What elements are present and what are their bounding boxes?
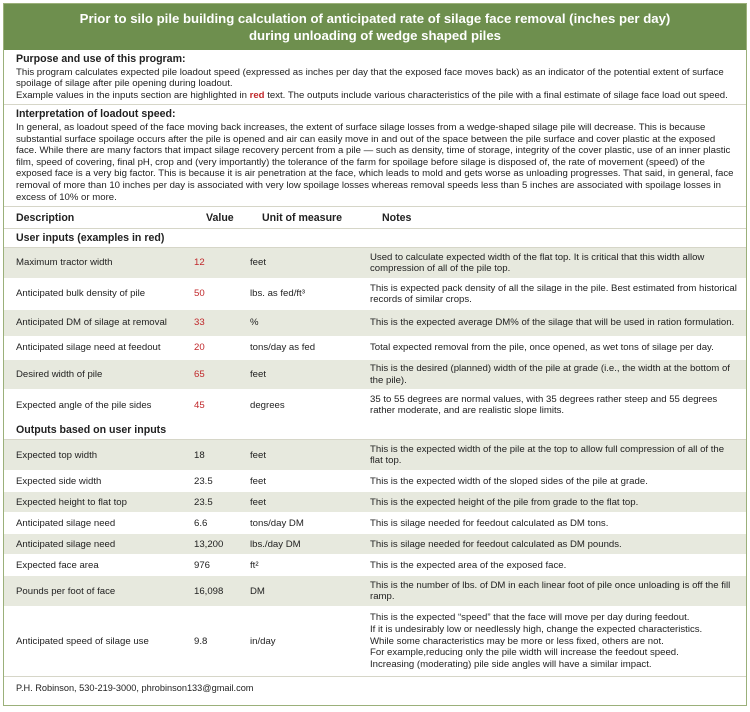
red-keyword: red: [249, 89, 265, 101]
interpretation-section: [4, 105, 746, 207]
col-notes: Notes: [382, 212, 412, 225]
row-unit: in/day: [250, 635, 276, 647]
row-description: Anticipated bulk density of pile: [16, 288, 146, 300]
col-unit: Unit of measure: [262, 212, 343, 225]
row-notes: This is the expected average DM% of the silage that will be used in ration formulation.: [370, 317, 735, 329]
row-value: 65: [194, 368, 205, 380]
row-value: 33: [194, 317, 205, 329]
row-unit: feet: [250, 449, 267, 461]
row-value: 13,200: [194, 538, 224, 550]
row-unit: feet: [250, 475, 267, 487]
row-notes: This is the expected width of the sloped sides of the pile at grade.: [370, 475, 648, 487]
row-unit: feet: [250, 257, 267, 269]
row-value: 50: [194, 288, 205, 300]
row-notes: This is the expected height of the pile from grade to the flat top.: [370, 496, 639, 508]
row-value: 976: [194, 559, 211, 571]
title-line-1: Prior to silo pile building calculation of anticipated rate of silage face removal (inches per day): [79, 11, 671, 26]
row-description: Expected face area: [16, 559, 99, 571]
row-description: Anticipated silage need: [16, 538, 116, 550]
row-unit: feet: [250, 368, 267, 380]
document-frame: [3, 3, 747, 706]
purpose-text: This program calculates expected pile loadout speed (expressed as inches per day that the exposed face moves back) as an indicator of the potential extent of surface spoilage of silage after pile opening during loadout.: [16, 66, 724, 90]
row-notes: This is silage needed for feedout calculated as DM pounds.: [370, 538, 622, 550]
row-unit: %: [250, 317, 259, 329]
row-description: Expected angle of the pile sides: [16, 399, 152, 411]
table-header: [4, 207, 746, 229]
table-row: [4, 279, 746, 310]
table-row: [4, 390, 746, 421]
col-value: Value: [206, 212, 234, 225]
row-unit: tons/day DM: [250, 517, 304, 529]
purpose-text-2b: text. The outputs include various characteristics of the pile with a final estimate of silage face load out speed.: [264, 89, 728, 101]
table-row: [4, 360, 746, 390]
purpose-heading: Purpose and use of this program:: [16, 53, 186, 65]
row-notes: This is the desired (planned) width of the pile at grade (i.e., the width at the bottom of the pile).: [370, 363, 730, 386]
table-row: [4, 337, 746, 360]
row-value: 6.6: [194, 517, 208, 529]
row-unit: ft²: [250, 559, 259, 571]
row-notes: Total expected removal from the pile, once opened, as wet tons of silage per day.: [370, 342, 714, 354]
row-value: 20: [194, 342, 205, 354]
row-notes: Used to calculate expected width of the flat top. It is critical that this width allow compression of all of the pile top.: [370, 251, 705, 275]
row-notes: This is expected pack density of all the silage in the pile. Best estimated from historical records of similar crops.: [370, 282, 737, 306]
row-value: 45: [194, 399, 205, 411]
inputs-heading: User inputs (examples in red): [4, 229, 746, 248]
inputs-table: [4, 248, 746, 421]
row-unit: feet: [250, 496, 267, 508]
row-description: Pounds per foot of face: [16, 585, 116, 597]
row-description: Anticipated silage need: [16, 517, 116, 529]
table-row: [4, 492, 746, 513]
table-row: [4, 534, 746, 555]
table-row: [4, 310, 746, 337]
row-description: Expected top width: [16, 449, 98, 461]
row-unit: lbs. as fed/ft³: [250, 288, 305, 300]
row-notes: This is the expected width of the pile at the top to allow full compression of all of the flat top.: [370, 443, 725, 467]
interpretation-text: In general, as loadout speed of the face moving back increases, the extent of surface silage losses from a wedge-shaped silage pile will decrease. This is because substantial surface spoilage occurs after the pile is opened and air can easily move in and out of the space between the pile surface and cover plastic at the exposed face. While there are many factors that impact silage recovery percent from a pile — such as density, time of storage, integrity of the cover plastic, use of an inner plastic film, speed of covering, final pH, crop and (very importantly) the tolerance of the farm for spoilage before silage is disposed of, the rate of movement (speed) of the exposed face is a very big factor. This is because it is air penetration at the face, which leads to mold and gets worse as unloading progresses. That said, in general, face removal of more than 10 inches per day is associated with very low spoilage losses whereas removal speeds less than 5 inches are associated with spoilage losses in excess of 10% or more.: [16, 121, 734, 203]
table-row: [4, 471, 746, 492]
purpose-text-2a: Example values in the inputs section are highlighted in: [16, 89, 250, 101]
purpose-section: [4, 50, 746, 105]
table-row: [4, 513, 746, 534]
row-notes: 35 to 55 degrees are normal values, with 35 degrees rather steep and 55 degrees rather moderate, and are realistic slope limits.: [370, 393, 718, 417]
row-description: Anticipated DM of silage at removal: [16, 317, 167, 329]
outputs-heading: Outputs based on user inputs: [4, 421, 746, 440]
col-description: Description: [16, 212, 75, 225]
row-notes: This is the expected “speed” that the face will move per day during feedout. If it is undesirably low or needlessly high, change the expected characteristics. While some characteristics may be more or less fixed, others are not. For example,reducing only the pile width will increase the feedout speed. Increasing (moderating) pile side angles will have a similar impact.: [370, 612, 703, 670]
row-value: 18: [194, 449, 205, 461]
row-value: 12: [194, 257, 205, 269]
row-description: Maximum tractor width: [16, 257, 113, 269]
table-row: [4, 607, 746, 676]
interpretation-heading: Interpretation of loadout speed:: [16, 108, 176, 121]
row-unit: tons/day as fed: [250, 342, 316, 354]
row-value: 23.5: [194, 475, 213, 487]
row-description: Anticipated silage need at feedout: [16, 342, 161, 354]
title-line-2: during unloading of wedge shaped piles: [248, 28, 502, 43]
row-notes: This is the number of lbs. of DM in each linear foot of pile once unloading is off the fill ramp.: [370, 579, 731, 603]
outputs-table: [4, 440, 746, 676]
row-unit: DM: [250, 585, 265, 597]
document-title: [4, 4, 746, 50]
table-row: [4, 248, 746, 279]
row-unit: degrees: [250, 399, 285, 411]
row-value: 9.8: [194, 635, 208, 647]
row-notes: This is silage needed for feedout calculated as DM tons.: [370, 517, 609, 529]
row-notes: This is the expected area of the exposed face.: [370, 559, 567, 571]
table-row: [4, 555, 746, 576]
table-row: [4, 576, 746, 607]
purpose-text-2: [16, 90, 736, 102]
row-description: Desired width of pile: [16, 368, 103, 380]
footer-contact: P.H. Robinson, 530-219-3000, phrobinson133@gmail.com: [4, 676, 746, 699]
row-unit: lbs./day DM: [250, 538, 301, 550]
row-description: Anticipated speed of silage use: [16, 635, 149, 647]
row-description: Expected side width: [16, 475, 102, 487]
table-row: [4, 440, 746, 471]
row-description: Expected height to flat top: [16, 496, 127, 508]
row-value: 23.5: [194, 496, 213, 508]
row-value: 16,098: [194, 585, 224, 597]
